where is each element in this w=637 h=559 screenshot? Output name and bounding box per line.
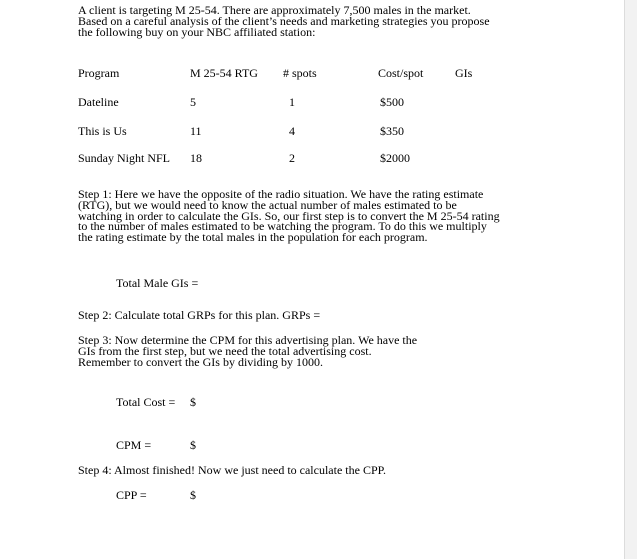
total-cost-currency: $ [190, 395, 196, 409]
step3-line: Step 3: Now determine the CPM for this advertising plan. We have the [78, 333, 418, 347]
intro-paragraph [78, 5, 518, 37]
step1-line: Step 1: Here we have the opposite of the radio situation. We have the rating estimate [78, 187, 484, 201]
cell-cost: $500 [380, 95, 404, 109]
cell-rtg: 5 [190, 95, 196, 109]
step3-line: Remember to convert the GIs by dividing by 1000. [78, 354, 323, 369]
header-spots: # spots [283, 66, 317, 80]
cell-cost: $2000 [380, 151, 410, 165]
cell-cost: $350 [380, 124, 404, 138]
header-gis: GIs [455, 66, 473, 80]
step1-line: (RTG), but we would need to know the actual number of males estimated to be [78, 197, 457, 212]
total-male-gis-label: Total Male GIs = [116, 276, 199, 290]
cpp-label: CPP = [116, 488, 147, 502]
step4-text: Step 4: Almost finished! Now we just need to calculate the CPP. [78, 463, 386, 477]
cell-spots: 1 [289, 95, 295, 109]
intro-line: the following buy on your NBC affiliated station: [78, 24, 316, 39]
intro-line: A client is targeting M 25-54. There are approximately 7,500 males in the market. [78, 3, 471, 17]
cpm-currency: $ [190, 438, 196, 452]
header-program: Program [78, 66, 120, 80]
vertical-scrollbar[interactable] [624, 0, 637, 559]
cpm-label: CPM = [116, 438, 152, 452]
header-rtg: M 25-54 RTG [190, 66, 258, 80]
cpp-currency: $ [190, 488, 196, 502]
step2-text: Step 2: Calculate total GRPs for this plan. GRPs = [78, 308, 321, 322]
cell-spots: 4 [289, 124, 295, 138]
step3-paragraph [78, 335, 518, 367]
cell-program: Sunday Night NFL [78, 151, 171, 165]
step3-line: GIs from the first step, but we need the total advertising cost. [78, 343, 372, 358]
total-cost-label: Total Cost = [116, 395, 176, 409]
cell-program: Dateline [78, 95, 119, 109]
cell-spots: 2 [289, 151, 295, 165]
step1-line: watching in order to calculate the GIs. So, our first step is to convert the M 25-54 rating [78, 208, 500, 223]
cell-program: This is Us [78, 124, 127, 138]
step1-line: the rating estimate by the total males in the population for each program. [78, 230, 428, 245]
header-cost: Cost/spot [378, 66, 424, 80]
intro-line: Based on a careful analysis of the client’s needs and marketing strategies you propose [78, 13, 490, 28]
cell-rtg: 11 [190, 124, 202, 138]
cell-rtg: 18 [190, 151, 202, 165]
step1-paragraph [78, 189, 528, 243]
step1-line: to the number of males estimated to be watching the program. To do this we multiply [78, 219, 487, 234]
